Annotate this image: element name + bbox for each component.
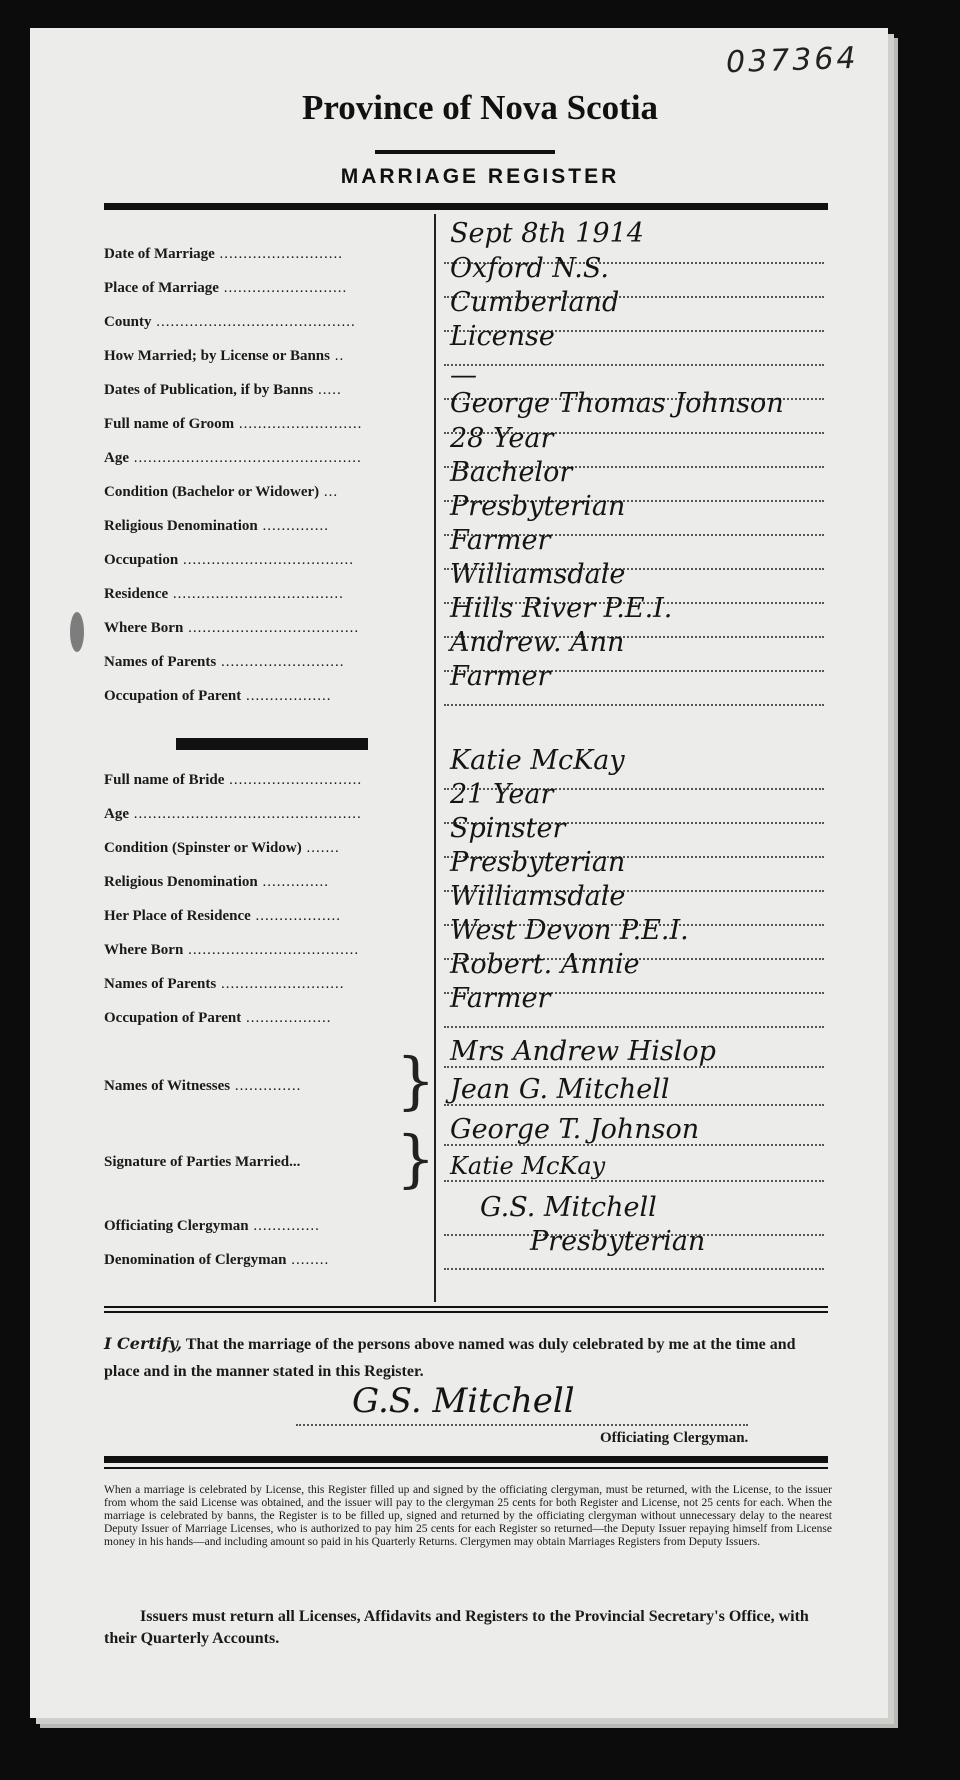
field-value-groom-parent-occupation: Farmer <box>450 661 551 692</box>
field-line <box>444 1180 824 1182</box>
signature-line <box>296 1424 748 1426</box>
field-label-groom-occupation: Occupation .................................... <box>104 552 354 568</box>
title-rule <box>375 150 555 154</box>
field-value-how-married: License <box>450 321 555 352</box>
field-value-witness-1: Mrs Andrew Hislop <box>450 1036 716 1067</box>
field-label-bride-birthplace: Where Born .................................... <box>104 942 360 958</box>
field-value-clergy-denomination: Presbyterian <box>530 1226 706 1257</box>
field-label-officiating-clergyman: Officiating Clergyman .............. <box>104 1218 320 1234</box>
bottom-rule <box>104 1456 828 1463</box>
ink-smudge <box>70 612 84 652</box>
issuers-note: Issuers must return all Licenses, Affidavits and Registers to the Provincial Secretary's Office, with their Quarterly Accounts. <box>104 1608 809 1647</box>
field-label-groom-condition: Condition (Bachelor or Widower) ... <box>104 484 339 500</box>
field-value-groom-age: 28 Year <box>450 423 554 454</box>
field-value-bride-parent-occupation: Farmer <box>450 983 551 1014</box>
field-label-groom-residence: Residence .................................... <box>104 586 344 602</box>
section-divider-bar <box>176 738 368 750</box>
field-label-bride-parent-occupation: Occupation of Parent .................. <box>104 1010 332 1026</box>
form-subtitle: MARRIAGE REGISTER <box>340 165 620 188</box>
field-line <box>444 1268 824 1270</box>
field-line <box>444 1026 824 1028</box>
field-value-bride-parents: Robert. Annie <box>450 949 640 980</box>
field-label-bride-age: Age ................................................ <box>104 806 362 822</box>
certify-lead: I Certify, <box>104 1334 183 1353</box>
field-value-bride-birthplace: West Devon P.E.I. <box>450 915 689 946</box>
field-value-officiating-clergyman: G.S. Mitchell <box>480 1192 657 1223</box>
field-value-witness-2: Jean G. Mitchell <box>450 1074 670 1105</box>
page-title: Province of Nova Scotia <box>301 88 659 127</box>
field-value-date-of-marriage: Sept 8th 1914 <box>450 218 644 249</box>
field-label-groom-age: Age ................................................ <box>104 450 362 466</box>
field-label-place-of-marriage: Place of Marriage .......................... <box>104 280 348 296</box>
signer-label: Officiating Clergyman. <box>600 1430 749 1446</box>
field-label-county: County .......................................... <box>104 314 356 330</box>
top-rule <box>104 203 828 210</box>
field-value-bride-residence: Williamsdale <box>450 881 626 912</box>
bottom-rule-thin <box>104 1467 828 1469</box>
serial-number: 037364 <box>725 40 860 81</box>
clergyman-signature: G.S. Mitchell <box>352 1381 575 1421</box>
field-label-clergy-denomination: Denomination of Clergyman ........ <box>104 1252 330 1268</box>
field-value-county: Cumberland <box>450 287 620 318</box>
field-value-bride-denomination: Presbyterian <box>450 847 626 878</box>
field-value-place-of-marriage: Oxford N.S. <box>450 253 609 284</box>
witness-brace: } <box>396 1044 436 1117</box>
field-label-groom-birthplace: Where Born .................................... <box>104 620 360 636</box>
field-label-bride-name: Full name of Bride ............................ <box>104 772 363 788</box>
certification-text <box>104 1330 832 1385</box>
field-value-groom-parents: Andrew. Ann <box>450 627 625 658</box>
field-label-groom-parent-occupation: Occupation of Parent .................. <box>104 688 332 704</box>
field-value-groom-condition: Bachelor <box>450 457 573 488</box>
field-label-bride-residence: Her Place of Residence .................. <box>104 908 342 924</box>
field-value-bride-condition: Spinster <box>450 813 566 844</box>
field-value-groom-residence: Williamsdale <box>450 559 626 590</box>
field-value-groom-name: George Thomas Johnson <box>450 388 784 419</box>
field-label-groom-name: Full name of Groom .......................... <box>104 416 363 432</box>
field-label-witnesses: Names of Witnesses .............. <box>104 1078 302 1094</box>
field-label-groom-denomination: Religious Denomination .............. <box>104 518 330 534</box>
field-label-bride-condition: Condition (Spinster or Widow) ....... <box>104 840 340 856</box>
field-line <box>444 704 824 706</box>
field-value-groom-occupation: Farmer <box>450 525 551 556</box>
field-label-bride-parents: Names of Parents .......................... <box>104 976 345 992</box>
field-value-dates-of-publication: — <box>450 360 477 391</box>
field-value-signature-bride: Katie McKay <box>450 1152 606 1180</box>
field-label-bride-denomination: Religious Denomination .............. <box>104 874 330 890</box>
certify-body: That the marriage of the persons above named was duly celebrated by me at the time and place and in the manner stated in this Register. <box>104 1336 796 1380</box>
field-value-signature-groom: George T. Johnson <box>450 1114 700 1145</box>
instructions-footnote: When a marriage is celebrated by License, this Register filled up and signed by the officiating clergyman, must be returned, with the License, to the issuer from whom the said License was obtained, and the issuer will pay to the clergyman 25 cents for both Register and License, not 25 cents for each. When the marriage is celebrated by banns, the Register is to be filled up, signed and returned by the officiating clergyman without unnecessary delay to the nearest Deputy Issuer of Marriage Licenses, who is authorized to pay him 25 cents for each Register so returned—the Deputy Issuer repaying himself from License money in his hands—and including amount so paid in his Quarterly Returns. Clergymen may obtain Marriages Registers from Deputy Issuers. <box>104 1484 832 1548</box>
section-rule <box>104 1306 828 1308</box>
field-label-signatures: Signature of Parties Married... <box>104 1154 301 1170</box>
field-line <box>444 364 824 366</box>
field-value-groom-birthplace: Hills River P.E.I. <box>450 593 673 624</box>
field-value-bride-name: Katie McKay <box>450 745 625 776</box>
field-label-date-of-marriage: Date of Marriage .......................... <box>104 246 344 262</box>
field-label-how-married: How Married; by License or Banns .. <box>104 348 345 364</box>
section-rule <box>104 1311 828 1313</box>
field-label-groom-parents: Names of Parents .......................... <box>104 654 345 670</box>
field-value-bride-age: 21 Year <box>450 779 554 810</box>
signature-brace: } <box>396 1122 436 1195</box>
field-label-dates-of-publication: Dates of Publication, if by Banns ..... <box>104 382 342 398</box>
field-value-groom-denomination: Presbyterian <box>450 491 626 522</box>
